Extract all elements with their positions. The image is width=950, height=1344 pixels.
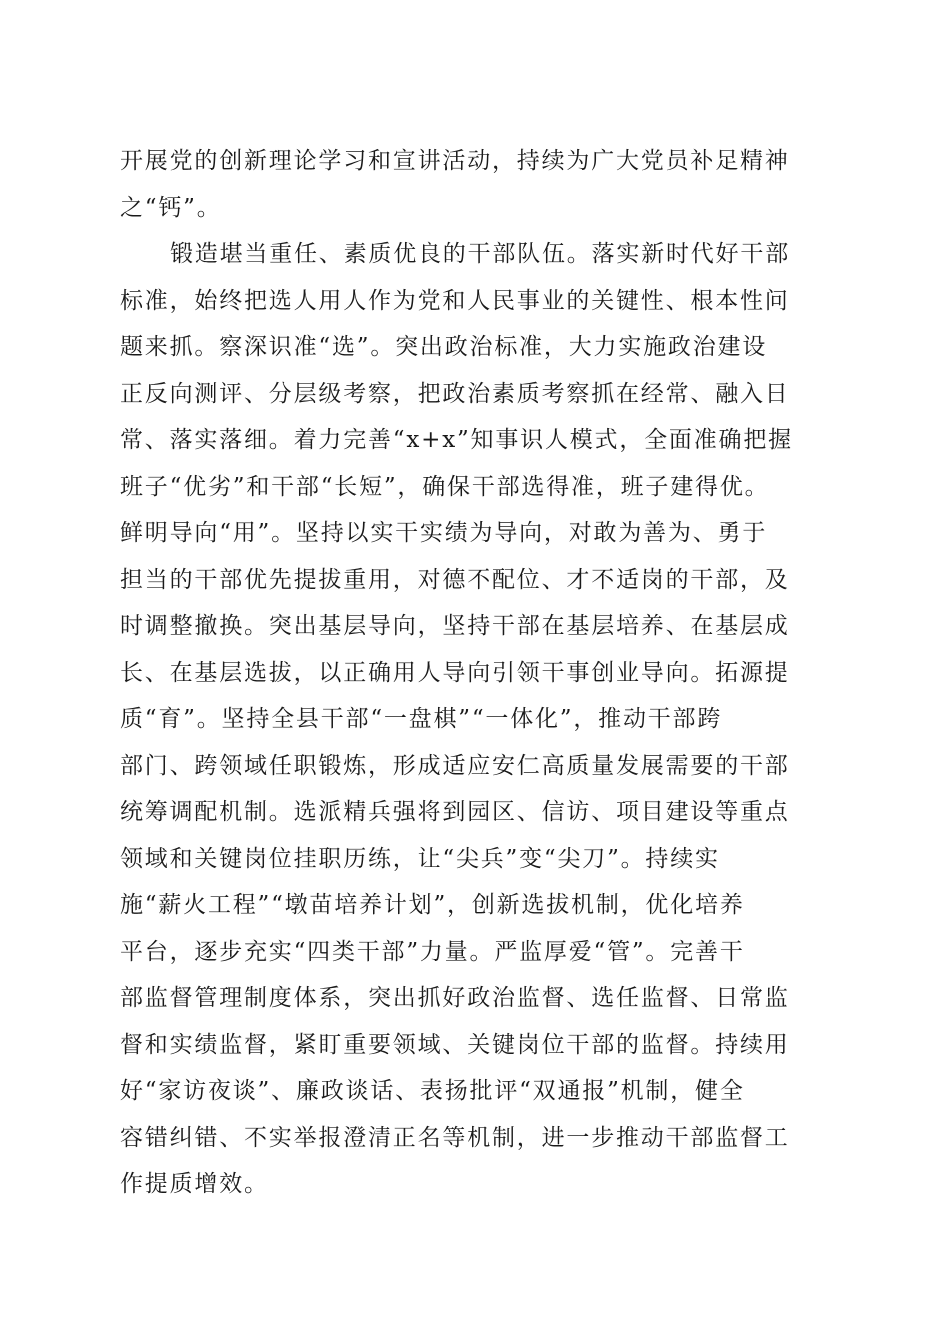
text-line: 统筹调配机制。选派精兵强将到园区、信访、项目建设等重点 — [120, 799, 790, 825]
text-line: 质“育”。坚持全县干部“一盘棋”“一体化”，推动干部跨 — [120, 706, 723, 732]
text-line: 施“薪火工程”“墩苗培养计划”，创新选拔机制，优化培养 — [120, 892, 745, 918]
text-line: 时调整撤换。突出基层导向，坚持干部在基层培养、在基层成 — [120, 613, 790, 639]
text-line: 部门、跨领域任职锻炼，形成适应安仁高质量发展需要的干部 — [120, 752, 790, 779]
text-line: 常、落实落细。着力完善“x+x”知事识人模式，全面准确把握 — [120, 427, 793, 453]
text-line: 班子“优劣”和干部“长短”，确保干部选得准，班子建得优。 — [120, 473, 770, 500]
text-line: 之“钙”。 — [120, 194, 222, 221]
body-text — [120, 138, 840, 1208]
text-line: 作提质增效。 — [120, 1171, 269, 1197]
text-line: 容错纠错、不实举报澄清正名等机制，进一步推动干部监督工 — [120, 1124, 790, 1151]
text-line: 担当的干部优先提拔重用，对德不配位、才不适岗的干部，及 — [120, 566, 790, 593]
text-line: 部监督管理制度体系，突出抓好政治监督、选任监督、日常监 — [120, 985, 790, 1011]
text-line: 领域和关键岗位挂职历练，让“尖兵”变“尖刀”。持续实 — [120, 845, 720, 872]
text-line: 鲜明导向“用”。坚持以实干实绩为导向，对敢为善为、勇于 — [120, 520, 768, 546]
text-line: 平台，逐步充实“四类干部”力量。严监厚爱“管”。完善干 — [120, 938, 745, 965]
text-line: 督和实绩监督，紧盯重要领域、关键岗位干部的监督。持续用 — [120, 1031, 790, 1058]
text-line: 好“家访夜谈”、廉政谈话、表扬批评“双通报”机制，健全 — [120, 1078, 745, 1104]
text-line: 长、在基层选拔，以正确用人导向引领干事创业导向。拓源提 — [120, 659, 790, 686]
text-line: 标准，始终把选人用人作为党和人民事业的关键性、根本性问 — [120, 287, 790, 314]
text-line: 正反向测评、分层级考察，把政治素质考察抓在经常、融入日 — [120, 380, 790, 407]
text-line: 题来抓。察深识准“选”。突出政治标准，大力实施政治建设 — [120, 334, 768, 360]
paragraph-start-line: 锻造堪当重任、素质优良的干部队伍。落实新时代好干部 — [170, 241, 790, 267]
text-line: 开展党的创新理论学习和宣讲活动，持续为广大党员补足精神 — [120, 148, 790, 174]
